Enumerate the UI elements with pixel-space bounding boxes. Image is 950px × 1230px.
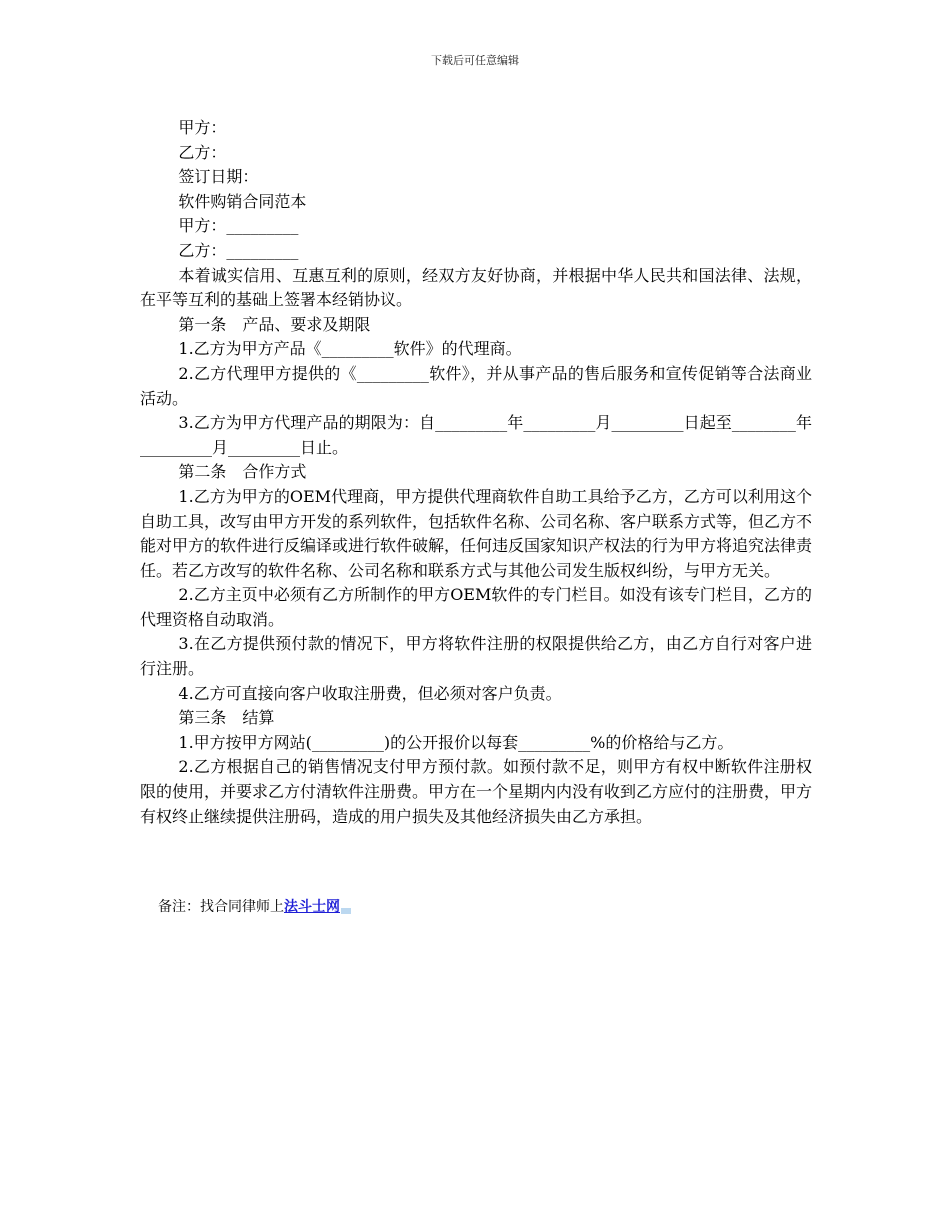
article-3-heading: 第三条 结算 (178, 708, 275, 728)
page-header: 下载后可任意编辑 (431, 54, 519, 67)
footer-note-text: 备注：找合同律师上 (158, 899, 284, 915)
article-1-heading: 第一条 产品、要求及期限 (178, 314, 371, 334)
article-2-clause-1: 1.乙方为甲方的OEM代理商，甲方提供代理商软件自助工具给予乙方，乙方可以利用这个自助工具，改写由甲方开发的系列软件，包括软件名称、公司名称、客户联系方式等，但乙方不能对甲方的软件进行反编译或进行软件破解，任何违反国家知识产权法的行为甲方将追究法律责任。若乙方改写的软件名称、公司名称和联系方式与其他公司发生版权纠纷，与甲方无关。 (140, 486, 813, 580)
party-a-blank: 甲方：_________ (178, 216, 299, 236)
preamble-paragraph: 本着诚实信用、互惠互利的原则，经双方友好协商，并根据中华人民共和国法律、法规，在平等互利的基础上签署本经销协议。 (140, 265, 812, 310)
lawyer-site-link[interactable]: 法斗士网 (284, 899, 340, 915)
party-a-label: 甲方： (178, 118, 227, 137)
party-b-blank: 乙方：_________ (178, 240, 299, 260)
article-1-clause-1: 1.乙方为甲方产品《_________软件》的代理商。 (178, 339, 522, 359)
article-2-clause-4: 4.乙方可直接向客户收取注册费，但必须对客户负责。 (178, 683, 562, 703)
article-3-clause-1: 1.甲方按甲方网站(_________)的公开报价以每套_________%的价格给与乙方。 (178, 732, 734, 752)
contract-body (140, 116, 812, 829)
article-2-heading: 第二条 合作方式 (178, 462, 307, 482)
article-1-clause-2: 2.乙方代理甲方提供的《_________软件》，并从事产品的售后服务和宣传促销等合法商业活动。 (140, 363, 812, 408)
article-1-clause-3: 3.乙方为甲方代理产品的期限为：自_________年_________月_________日起至________年_________月_________日止。 (140, 413, 812, 457)
article-3-clause-2: 2.乙方根据自己的销售情况支付甲方预付款。如预付款不足，则甲方有权中断软件注册权限的使用，并要求乙方付清软件注册费。甲方在一个星期内内没有收到乙方应付的注册费，甲方有权终止继续提供注册码，造成的用户损失及其他经济损失由乙方承担。 (140, 757, 813, 826)
article-2-clause-3: 3.在乙方提供预付款的情况下，甲方将软件注册的权限提供给乙方，由乙方自行对客户进行注册。 (140, 634, 812, 679)
footer-note (158, 897, 351, 917)
signing-date-label: 签订日期： (178, 167, 259, 187)
contract-title: 软件购销合同范本 (178, 191, 307, 211)
party-b-label: 乙方： (178, 142, 227, 162)
link-marker (341, 908, 351, 914)
article-2-clause-2: 2.乙方主页中必须有乙方所制作的甲方OEM软件的专门栏目。如没有该专门栏目，乙方的代理资格自动取消。 (140, 585, 812, 629)
